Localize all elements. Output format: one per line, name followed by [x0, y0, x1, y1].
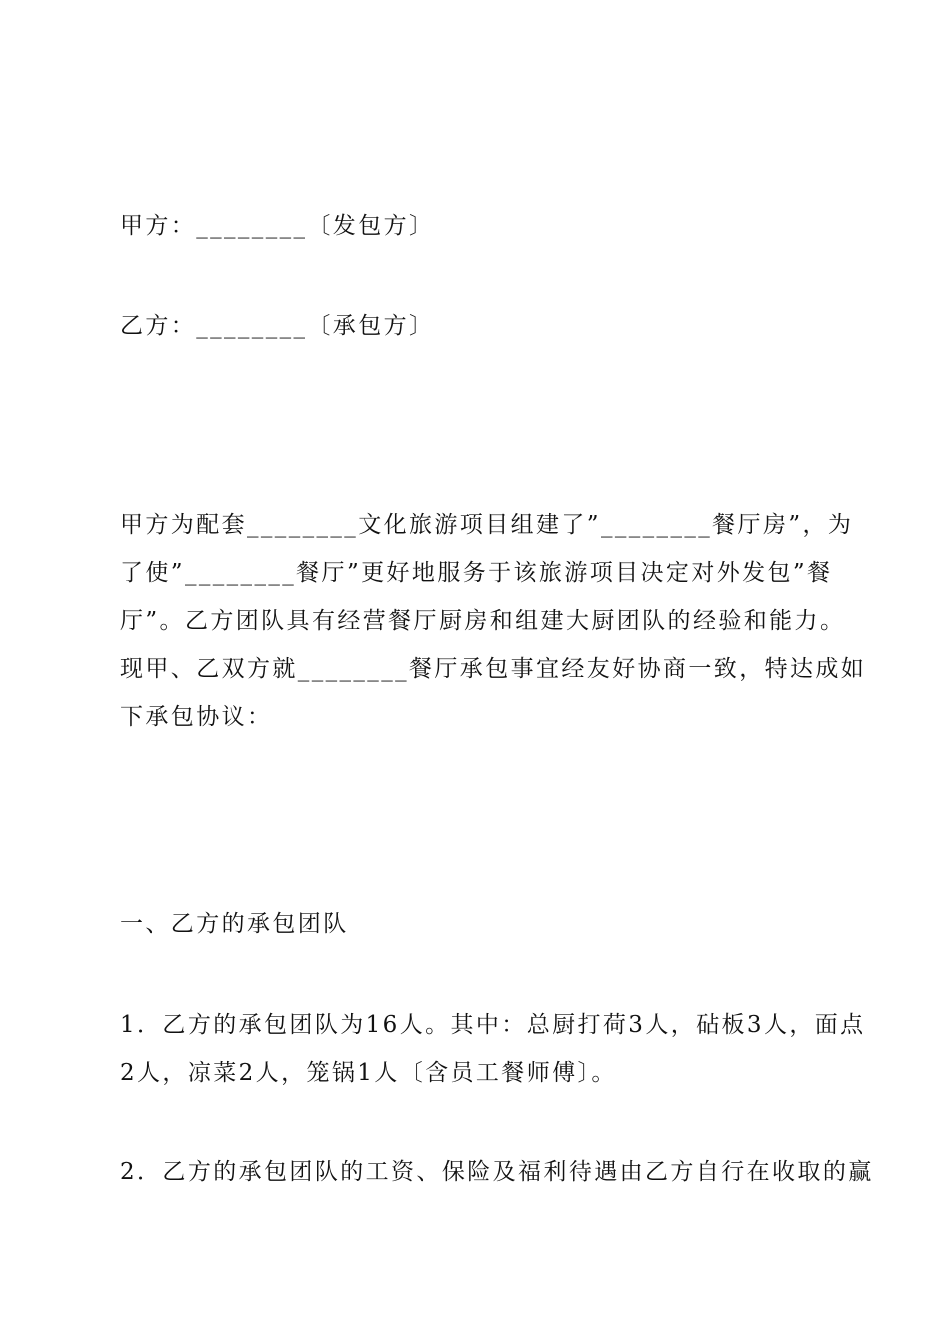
- item-2-paragraph: [120, 1148, 874, 1196]
- intro-line: 下承包协议：: [120, 704, 273, 730]
- intro-paragraph: [120, 501, 867, 741]
- intro-line: 了使”________餐厅”更好地服务于该旅游项目决定对外发包”餐: [120, 560, 833, 586]
- item-1-paragraph: [120, 1001, 866, 1097]
- item-2-line: 2．乙方的承包团队的工资、保险及福利待遇由乙方自行在收取的赢: [120, 1159, 874, 1185]
- intro-line: 现甲、乙双方就________餐厅承包事宜经友好协商一致，特达成如: [120, 656, 867, 682]
- item-1-line: 2人，凉菜2人，笼锅1人〔含员工餐师傅〕。: [120, 1060, 617, 1086]
- party-b-line: 乙方：________〔承包方〕: [120, 313, 435, 339]
- intro-line: 厅”。乙方团队具有经营餐厅厨房和组建大厨团队的经验和能力。: [120, 608, 846, 634]
- party-a-line: 甲方：________〔发包方〕: [120, 213, 435, 239]
- section-heading: 一、乙方的承包团队: [120, 911, 349, 937]
- item-1-line: 1．乙方的承包团队为16人。其中：总厨打荷3人，砧板3人，面点: [120, 1012, 866, 1038]
- intro-line: 甲方为配套________文化旅游项目组建了”________餐厅房”，为: [120, 512, 854, 538]
